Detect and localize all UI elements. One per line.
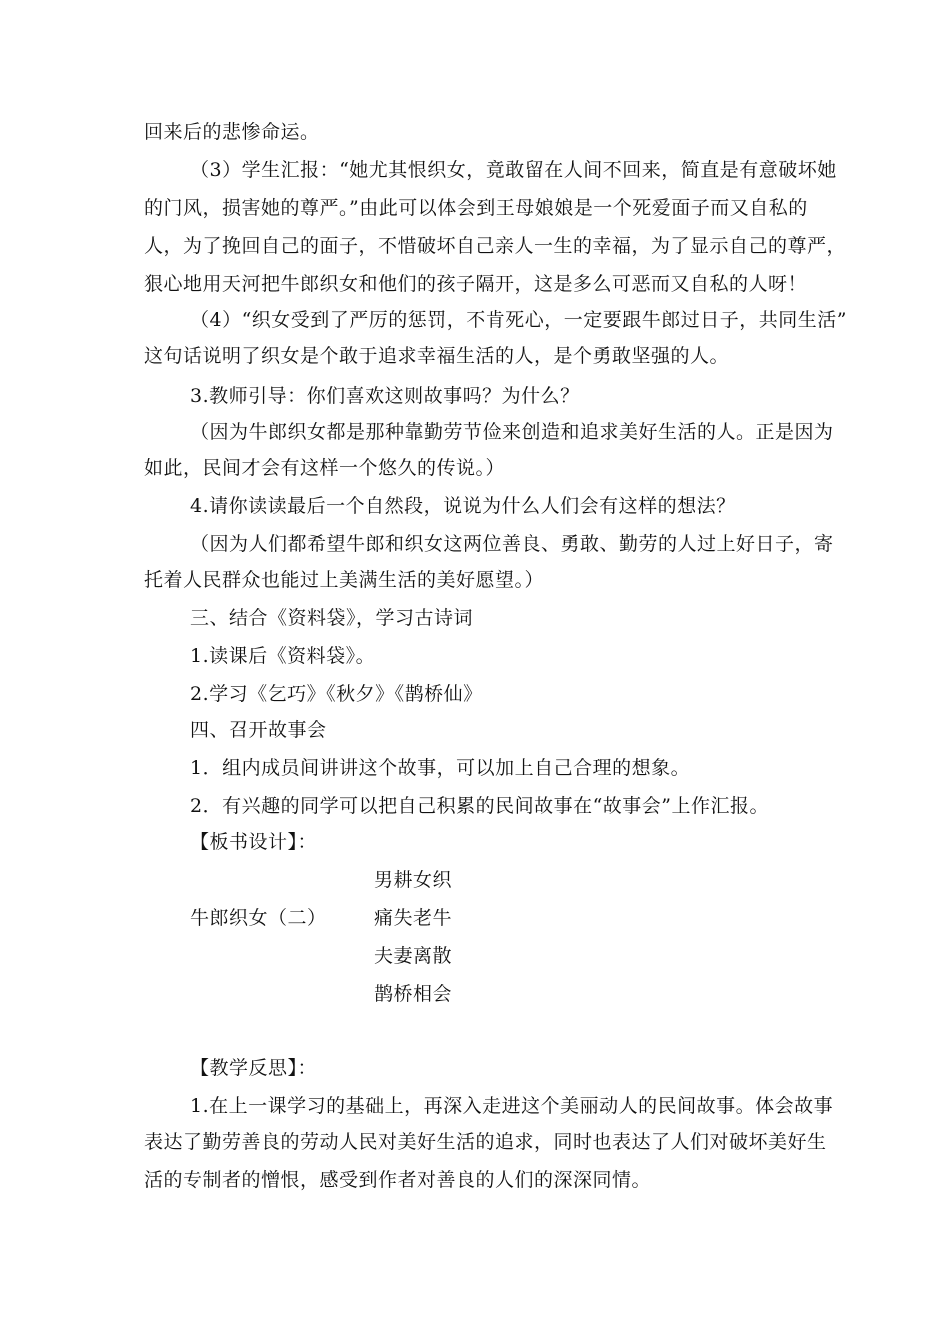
reflection-line: 表达了勤劳善良的劳动人民对美好生活的追求，同时也表达了人们对破坏美好生 [144, 1131, 827, 1153]
paragraph-line: 狠心地用天河把牛郎织女和他们的孩子隔开，这是多么可恶而又自私的人呀！ [144, 273, 808, 295]
paragraph-line: 人，为了挽回自己的面子，不惜破坏自己亲人一生的幸福，为了显示自己的尊严， [144, 235, 847, 257]
blackboard-title: 牛郎织女（二） [190, 907, 327, 929]
paragraph-line: 如此，民间才会有这样一个悠久的传说。） [144, 457, 506, 479]
paragraph-line: 2．有兴趣的同学可以把自己积累的民间故事在“故事会”上作汇报。 [190, 795, 770, 817]
blackboard-item: 鹊桥相会 [374, 983, 453, 1005]
section-heading: 三、结合《资料袋》，学习古诗词 [190, 607, 474, 629]
blackboard-item: 夫妻离散 [374, 945, 453, 967]
paragraph-line: （3）学生汇报：“她尤其恨织女，竟敢留在人间不回来，简直是有意破坏她 [190, 159, 837, 181]
reflection-heading: 【教学反思】： [190, 1057, 318, 1079]
reflection-line: 1.在上一课学习的基础上，再深入走进这个美丽动人的民间故事。体会故事 [190, 1095, 834, 1117]
blackboard-item: 痛失老牛 [374, 907, 453, 929]
paragraph-line: 3.教师引导：你们喜欢这则故事吗？为什么？ [190, 385, 580, 407]
paragraph-line: 1.读课后《资料袋》。 [190, 645, 376, 667]
blackboard-item: 男耕女织 [374, 869, 453, 891]
paragraph-line: 1．组内成员间讲讲这个故事，可以加上自己合理的想象。 [190, 757, 691, 779]
paragraph-line: 的门风，损害她的尊严。”由此可以体会到王母娘娘是一个死爱面子而又自私的 [144, 197, 808, 219]
reflection-line: 活的专制者的憎恨，感受到作者对善良的人们的深深同情。 [144, 1169, 652, 1191]
section-heading: 四、召开故事会 [190, 719, 327, 741]
paragraph-line: （因为人们都希望牛郎和织女这两位善良、勇敢、勤劳的人过上好日子，寄 [190, 533, 834, 555]
paragraph-line: 托着人民群众也能过上美满生活的美好愿望。） [144, 569, 545, 591]
paragraph-line: （因为牛郎织女都是那种靠勤劳节俭来创造和追求美好生活的人。正是因为 [190, 421, 834, 443]
paragraph-line: 4.请你读读最后一个自然段，说说为什么人们会有这样的想法？ [190, 495, 736, 517]
paragraph-line: 2.学习《乞巧》《秋夕》《鹊桥仙》 [190, 683, 483, 705]
paragraph-line: 回来后的悲惨命运。 [144, 121, 320, 143]
paragraph-line: 这句话说明了织女是个敢于追求幸福生活的人，是个勇敢坚强的人。 [144, 345, 730, 367]
paragraph-line: （4）“织女受到了严厉的惩罚，不肯死心，一定要跟牛郎过日子，共同生活” [190, 309, 848, 331]
blackboard-heading: 【板书设计】： [190, 831, 318, 853]
